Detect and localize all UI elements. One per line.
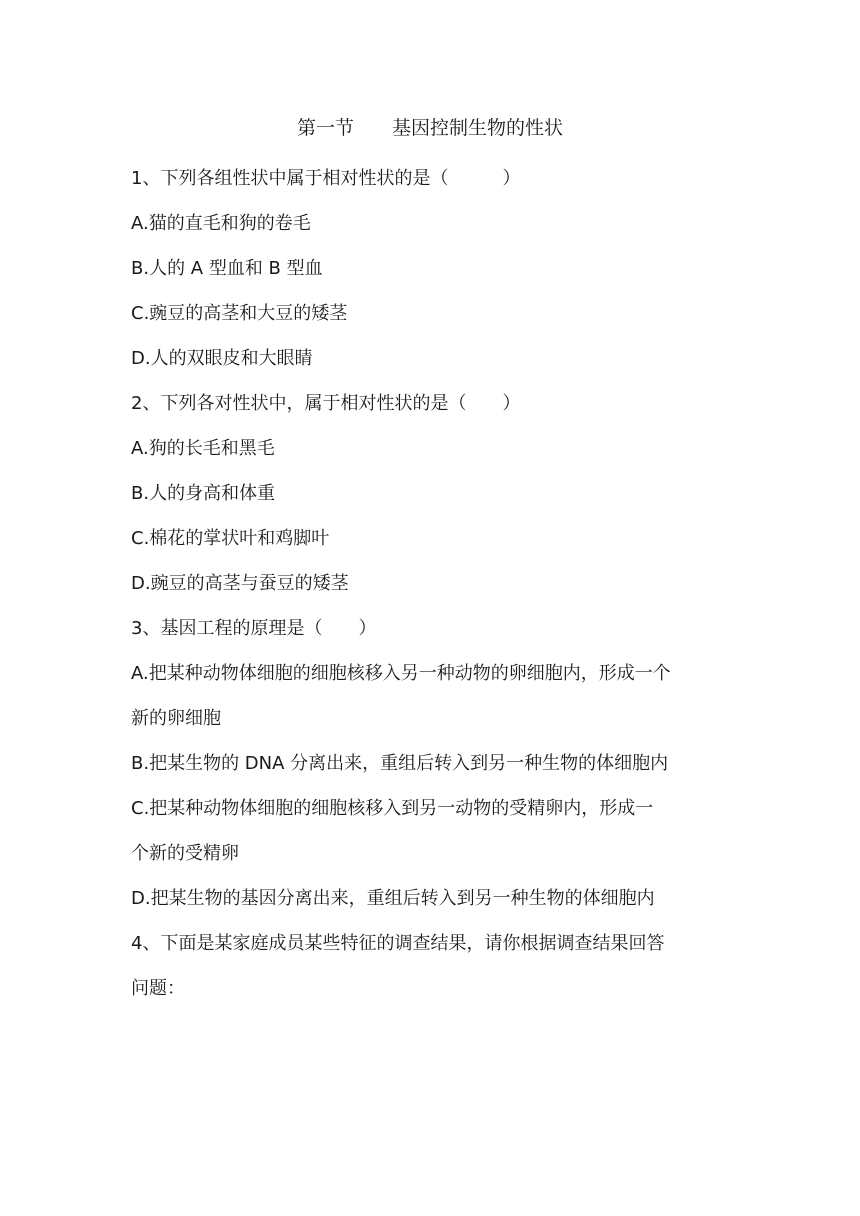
question-2-option-d: D.豌豆的高茎与蚕豆的矮茎 (131, 573, 349, 594)
section-title: 第一节 基因控制生物的性状 (296, 117, 563, 139)
question-3-option-c-line-2: 个新的受精卵 (131, 843, 239, 864)
question-2-option-c: C.棉花的掌状叶和鸡脚叶 (131, 528, 330, 549)
question-2-option-b: B.人的身高和体重 (131, 483, 276, 504)
question-1-option-a: A.猫的直毛和狗的卷毛 (131, 213, 311, 234)
question-1-option-c: C.豌豆的高茎和大豆的矮茎 (131, 303, 348, 324)
question-3-option-c-line-1: C.把某种动物体细胞的细胞核移入到另一动物的受精卵内，形成一 (131, 798, 654, 819)
question-3-stem: 3、基因工程的原理是（ ） (131, 618, 377, 639)
question-1-option-d: D.人的双眼皮和大眼睛 (131, 348, 313, 369)
question-list (131, 156, 731, 1011)
question-2-stem: 2、下列各对性状中，属于相对性状的是（ ） (131, 393, 521, 414)
question-1-stem: 1、下列各组性状中属于相对性状的是（ ） (131, 168, 521, 189)
question-3-option-a-line-2: 新的卵细胞 (131, 708, 221, 729)
question-2-option-a: A.狗的长毛和黑毛 (131, 438, 275, 459)
question-4-stem-line-2: 问题： (131, 978, 185, 999)
question-3-option-b: B.把某生物的 DNA 分离出来，重组后转入到另一种生物的体细胞内 (131, 753, 669, 774)
question-4-stem-line-1: 4、下面是某家庭成员某些特征的调查结果，请你根据调查结果回答 (131, 933, 665, 954)
question-1-option-b: B.人的 A 型血和 B 型血 (131, 258, 323, 279)
question-3-option-a-line-1: A.把某种动物体细胞的细胞核移入另一种动物的卵细胞内，形成一个 (131, 663, 671, 684)
question-3-option-d: D.把某生物的基因分离出来，重组后转入到另一种生物的体细胞内 (131, 888, 655, 909)
